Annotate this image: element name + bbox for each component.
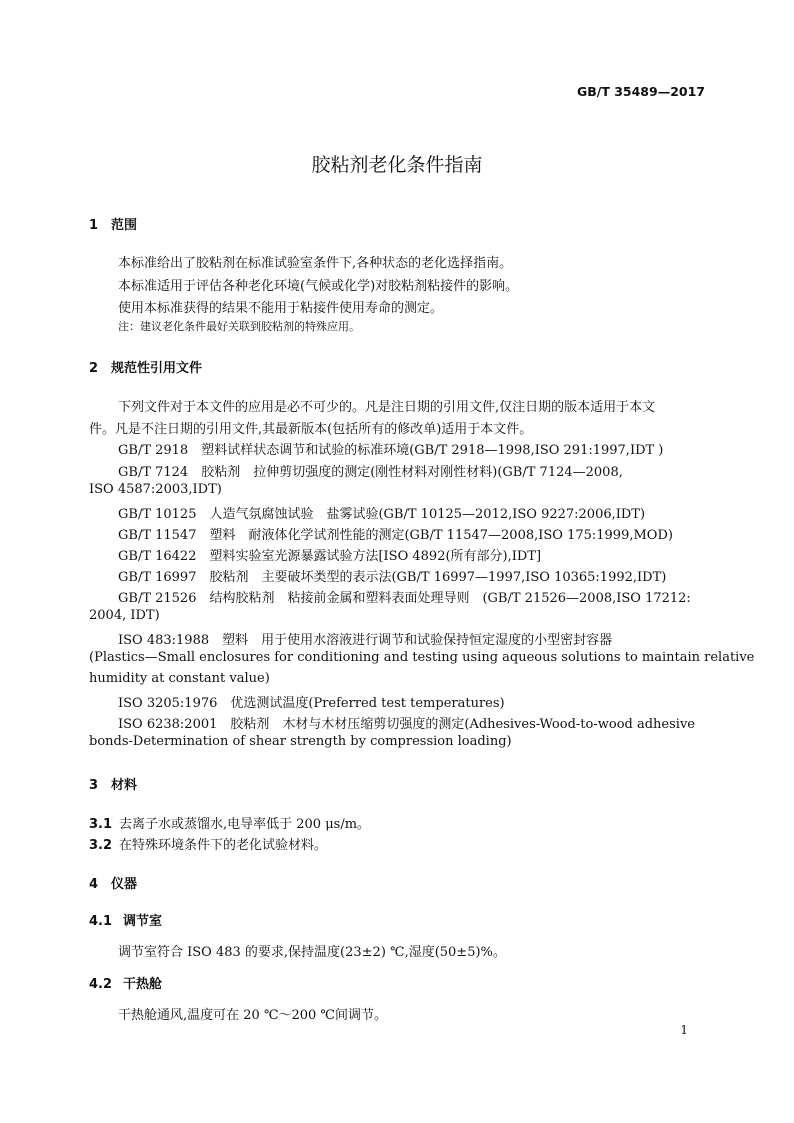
ref-gbt-16422: GB/T 16422 塑料实验室光源暴露试验方法[ISO 4892(所有部分),IDT] — [118, 549, 542, 564]
ref-gbt-7124-line-2: ISO 4587:2003,IDT) — [89, 482, 222, 497]
ref-iso-483-line-3: humidity at constant value) — [89, 671, 270, 686]
apparatus-4-2-text: 干热舱通风,温度可在 20 ℃～200 ℃间调节。 — [118, 1008, 387, 1023]
scope-note: 注：建议老化条件最好关联到胶粘剂的特殊应用。 — [118, 320, 360, 333]
section-number: 4 — [89, 877, 99, 892]
clause-title: 调节室 — [123, 914, 163, 929]
page-number: 1 — [680, 1023, 688, 1037]
scope-paragraph-2: 本标准适用于评估各种老化环境(气候或化学)对胶粘剂粘接件的影响。 — [118, 279, 519, 294]
apparatus-4-1-text: 调节室符合 ISO 483 的要求,保持温度(23±2) ℃,湿度(50±5)%。 — [118, 945, 506, 960]
standard-code: GB/T 35489—2017 — [576, 84, 705, 99]
section-2-heading — [89, 357, 202, 376]
section-4-heading — [89, 873, 137, 892]
refs-intro-line-2: 件。凡是不注日期的引用文件,其最新版本(包括所有的修改单)适用于本文件。 — [89, 422, 533, 437]
document-title: 胶粘剂老化条件指南 — [311, 154, 483, 176]
scope-paragraph-1: 本标准给出了胶粘剂在标准试验室条件下,各种状态的老化选择指南。 — [118, 256, 513, 271]
material-3-1 — [89, 813, 370, 832]
section-number: 3 — [89, 778, 99, 793]
ref-gbt-2918: GB/T 2918 塑料试样状态调节和试验的标准环境(GB/T 2918—1998,ISO 291:1997,IDT ) — [118, 443, 664, 458]
section-title: 仪器 — [111, 877, 138, 892]
ref-gbt-10125: GB/T 10125 人造气氛腐蚀试验 盐雾试验(GB/T 10125—2012,ISO 9227:2006,IDT) — [118, 507, 646, 522]
ref-gbt-11547: GB/T 11547 塑料 耐液体化学试剂性能的测定(GB/T 11547—2008,ISO 175:1999,MOD) — [118, 528, 673, 543]
clause-number: 3.2 — [89, 838, 113, 853]
section-title: 范围 — [111, 218, 138, 233]
section-number: 1 — [89, 218, 99, 233]
section-1-heading — [89, 214, 137, 233]
clause-number: 4.2 — [89, 977, 113, 992]
ref-iso-3205: ISO 3205:1976 优选测试温度(Preferred test temperatures) — [118, 696, 505, 711]
section-title: 规范性引用文件 — [111, 361, 203, 376]
ref-gbt-16997: GB/T 16997 胶粘剂 主要破坏类型的表示法(GB/T 16997—1997,ISO 10365:1992,IDT) — [118, 570, 667, 585]
refs-intro-line-1: 下列文件对于本文件的应用是必不可少的。凡是注日期的引用文件,仅注日期的版本适用于本文 — [118, 400, 656, 415]
ref-iso-6238-line-2: bonds-Determination of shear strength by compression loading) — [89, 734, 512, 749]
clause-title: 干热舱 — [123, 977, 163, 992]
scope-paragraph-3: 使用本标准获得的结果不能用于粘接件使用寿命的测定。 — [118, 301, 444, 316]
section-title: 材料 — [111, 778, 138, 793]
ref-iso-483-line-2: (Plastics—Small enclosures for conditioning and testing using aqueous solutions to maintain relative — [89, 650, 755, 665]
clause-number: 4.1 — [89, 914, 113, 929]
clause-text: 去离子水或蒸馏水,电导率低于 200 μs/m。 — [119, 817, 371, 832]
clause-number: 3.1 — [89, 817, 113, 832]
ref-gbt-21526-line-2: 2004, IDT) — [89, 608, 160, 623]
ref-gbt-7124-line-1: GB/T 7124 胶粘剂 拉伸剪切强度的测定(刚性材料对刚性材料)(GB/T 7124—2008, — [118, 465, 623, 480]
ref-iso-483-line-1: ISO 483:1988 塑料 用于使用水溶液进行调节和试验保持恒定湿度的小型密封容器 — [118, 633, 613, 648]
section-number: 2 — [89, 361, 99, 376]
apparatus-4-2-heading — [89, 973, 162, 992]
clause-text: 在特殊环境条件下的老化试验材料。 — [119, 838, 328, 853]
material-3-2 — [89, 834, 327, 853]
section-3-heading — [89, 774, 137, 793]
ref-gbt-21526-line-1: GB/T 21526 结构胶粘剂 粘接前金属和塑料表面处理导则 (GB/T 21526—2008,ISO 17212: — [118, 591, 691, 606]
ref-iso-6238-line-1: ISO 6238:2001 胶粘剂 木材与木材压缩剪切强度的测定(Adhesives-Wood-to-wood adhesive — [118, 717, 695, 732]
apparatus-4-1-heading — [89, 910, 162, 929]
